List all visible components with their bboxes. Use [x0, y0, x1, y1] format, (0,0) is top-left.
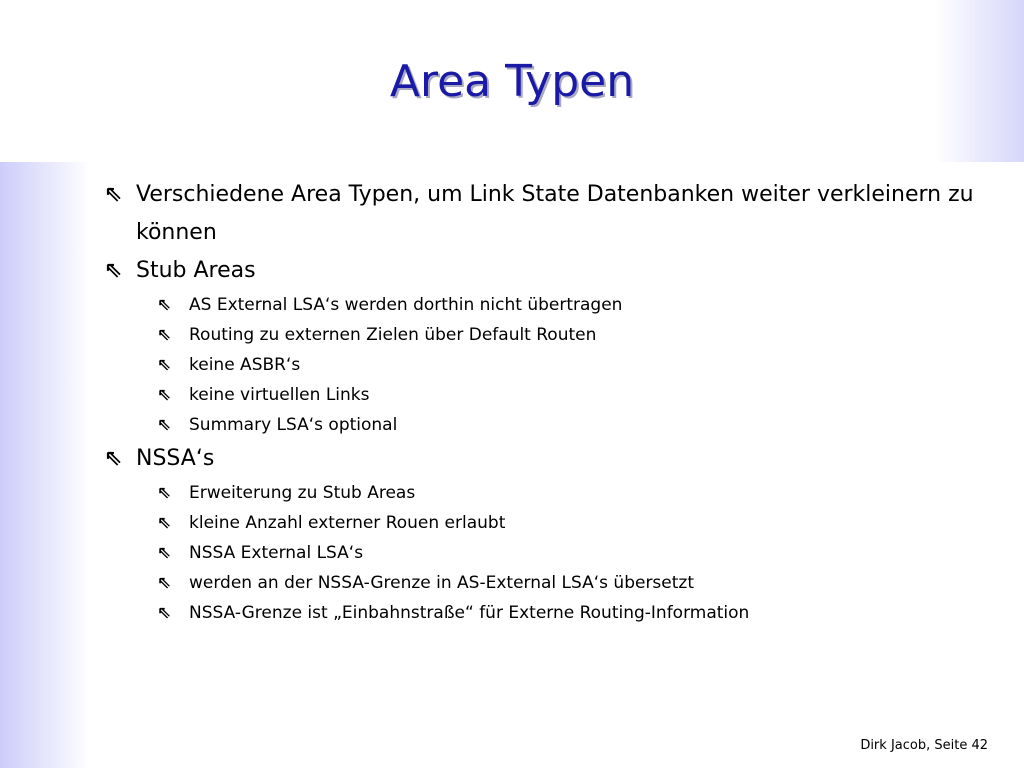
arrow-up-left-icon: ⇖ — [104, 258, 123, 283]
sub-list-item-text: Routing zu externen Zielen über Default Routen — [189, 325, 597, 345]
arrow-up-left-icon: ⇖ — [104, 446, 123, 471]
sub-list-item-text: Erweiterung zu Stub Areas — [189, 483, 416, 503]
arrow-up-left-icon: ⇖ — [157, 385, 172, 405]
sub-list-item-text: NSSA External LSA‘s — [189, 543, 364, 563]
sub-list-item-text: AS External LSA‘s werden dorthin nicht übertragen — [189, 295, 623, 315]
slide-title: Area Typen — [389, 56, 635, 107]
arrow-up-left-icon: ⇖ — [157, 513, 172, 533]
sub-list-item-text: keine virtuellen Links — [189, 385, 370, 405]
arrow-up-left-icon: ⇖ — [157, 295, 172, 315]
list-item — [104, 252, 984, 290]
sub-list-item — [104, 290, 984, 320]
slide-footer: Dirk Jacob, Seite 42 — [860, 738, 988, 753]
arrow-up-left-icon: ⇖ — [157, 415, 172, 435]
left-gradient-decoration — [0, 162, 90, 768]
arrow-up-left-icon: ⇖ — [157, 603, 172, 623]
arrow-up-left-icon: ⇖ — [104, 182, 123, 207]
list-item-text: Stub Areas — [136, 258, 256, 283]
arrow-up-left-icon: ⇖ — [157, 543, 172, 563]
sub-list-item-text: NSSA-Grenze ist „Einbahnstraße“ für Externe Routing-Information — [189, 603, 750, 623]
sub-list-item — [104, 598, 984, 628]
arrow-up-left-icon: ⇖ — [157, 573, 172, 593]
arrow-up-left-icon: ⇖ — [157, 325, 172, 345]
list-item-text: NSSA‘s — [136, 446, 215, 471]
sub-list-item — [104, 320, 984, 350]
sub-list-item — [104, 350, 984, 380]
sub-list-item — [104, 538, 984, 568]
sub-list-item — [104, 508, 984, 538]
list-item — [104, 176, 984, 252]
sub-list-item-text: keine ASBR‘s — [189, 355, 301, 375]
list-item-text: Verschiedene Area Typen, um Link State Datenbanken weiter verkleinern zu können — [136, 182, 974, 245]
bullet-list — [104, 176, 984, 628]
arrow-up-left-icon: ⇖ — [157, 483, 172, 503]
sub-list-item-text: kleine Anzahl externer Rouen erlaubt — [189, 513, 506, 533]
arrow-up-left-icon: ⇖ — [157, 355, 172, 375]
sub-list-item-text: werden an der NSSA-Grenze in AS-External LSA‘s übersetzt — [189, 573, 695, 593]
sub-list-item-text: Summary LSA‘s optional — [189, 415, 398, 435]
sub-list-item — [104, 568, 984, 598]
sub-list-item — [104, 410, 984, 440]
sub-list-item — [104, 380, 984, 410]
list-item — [104, 440, 984, 478]
sub-list-item — [104, 478, 984, 508]
